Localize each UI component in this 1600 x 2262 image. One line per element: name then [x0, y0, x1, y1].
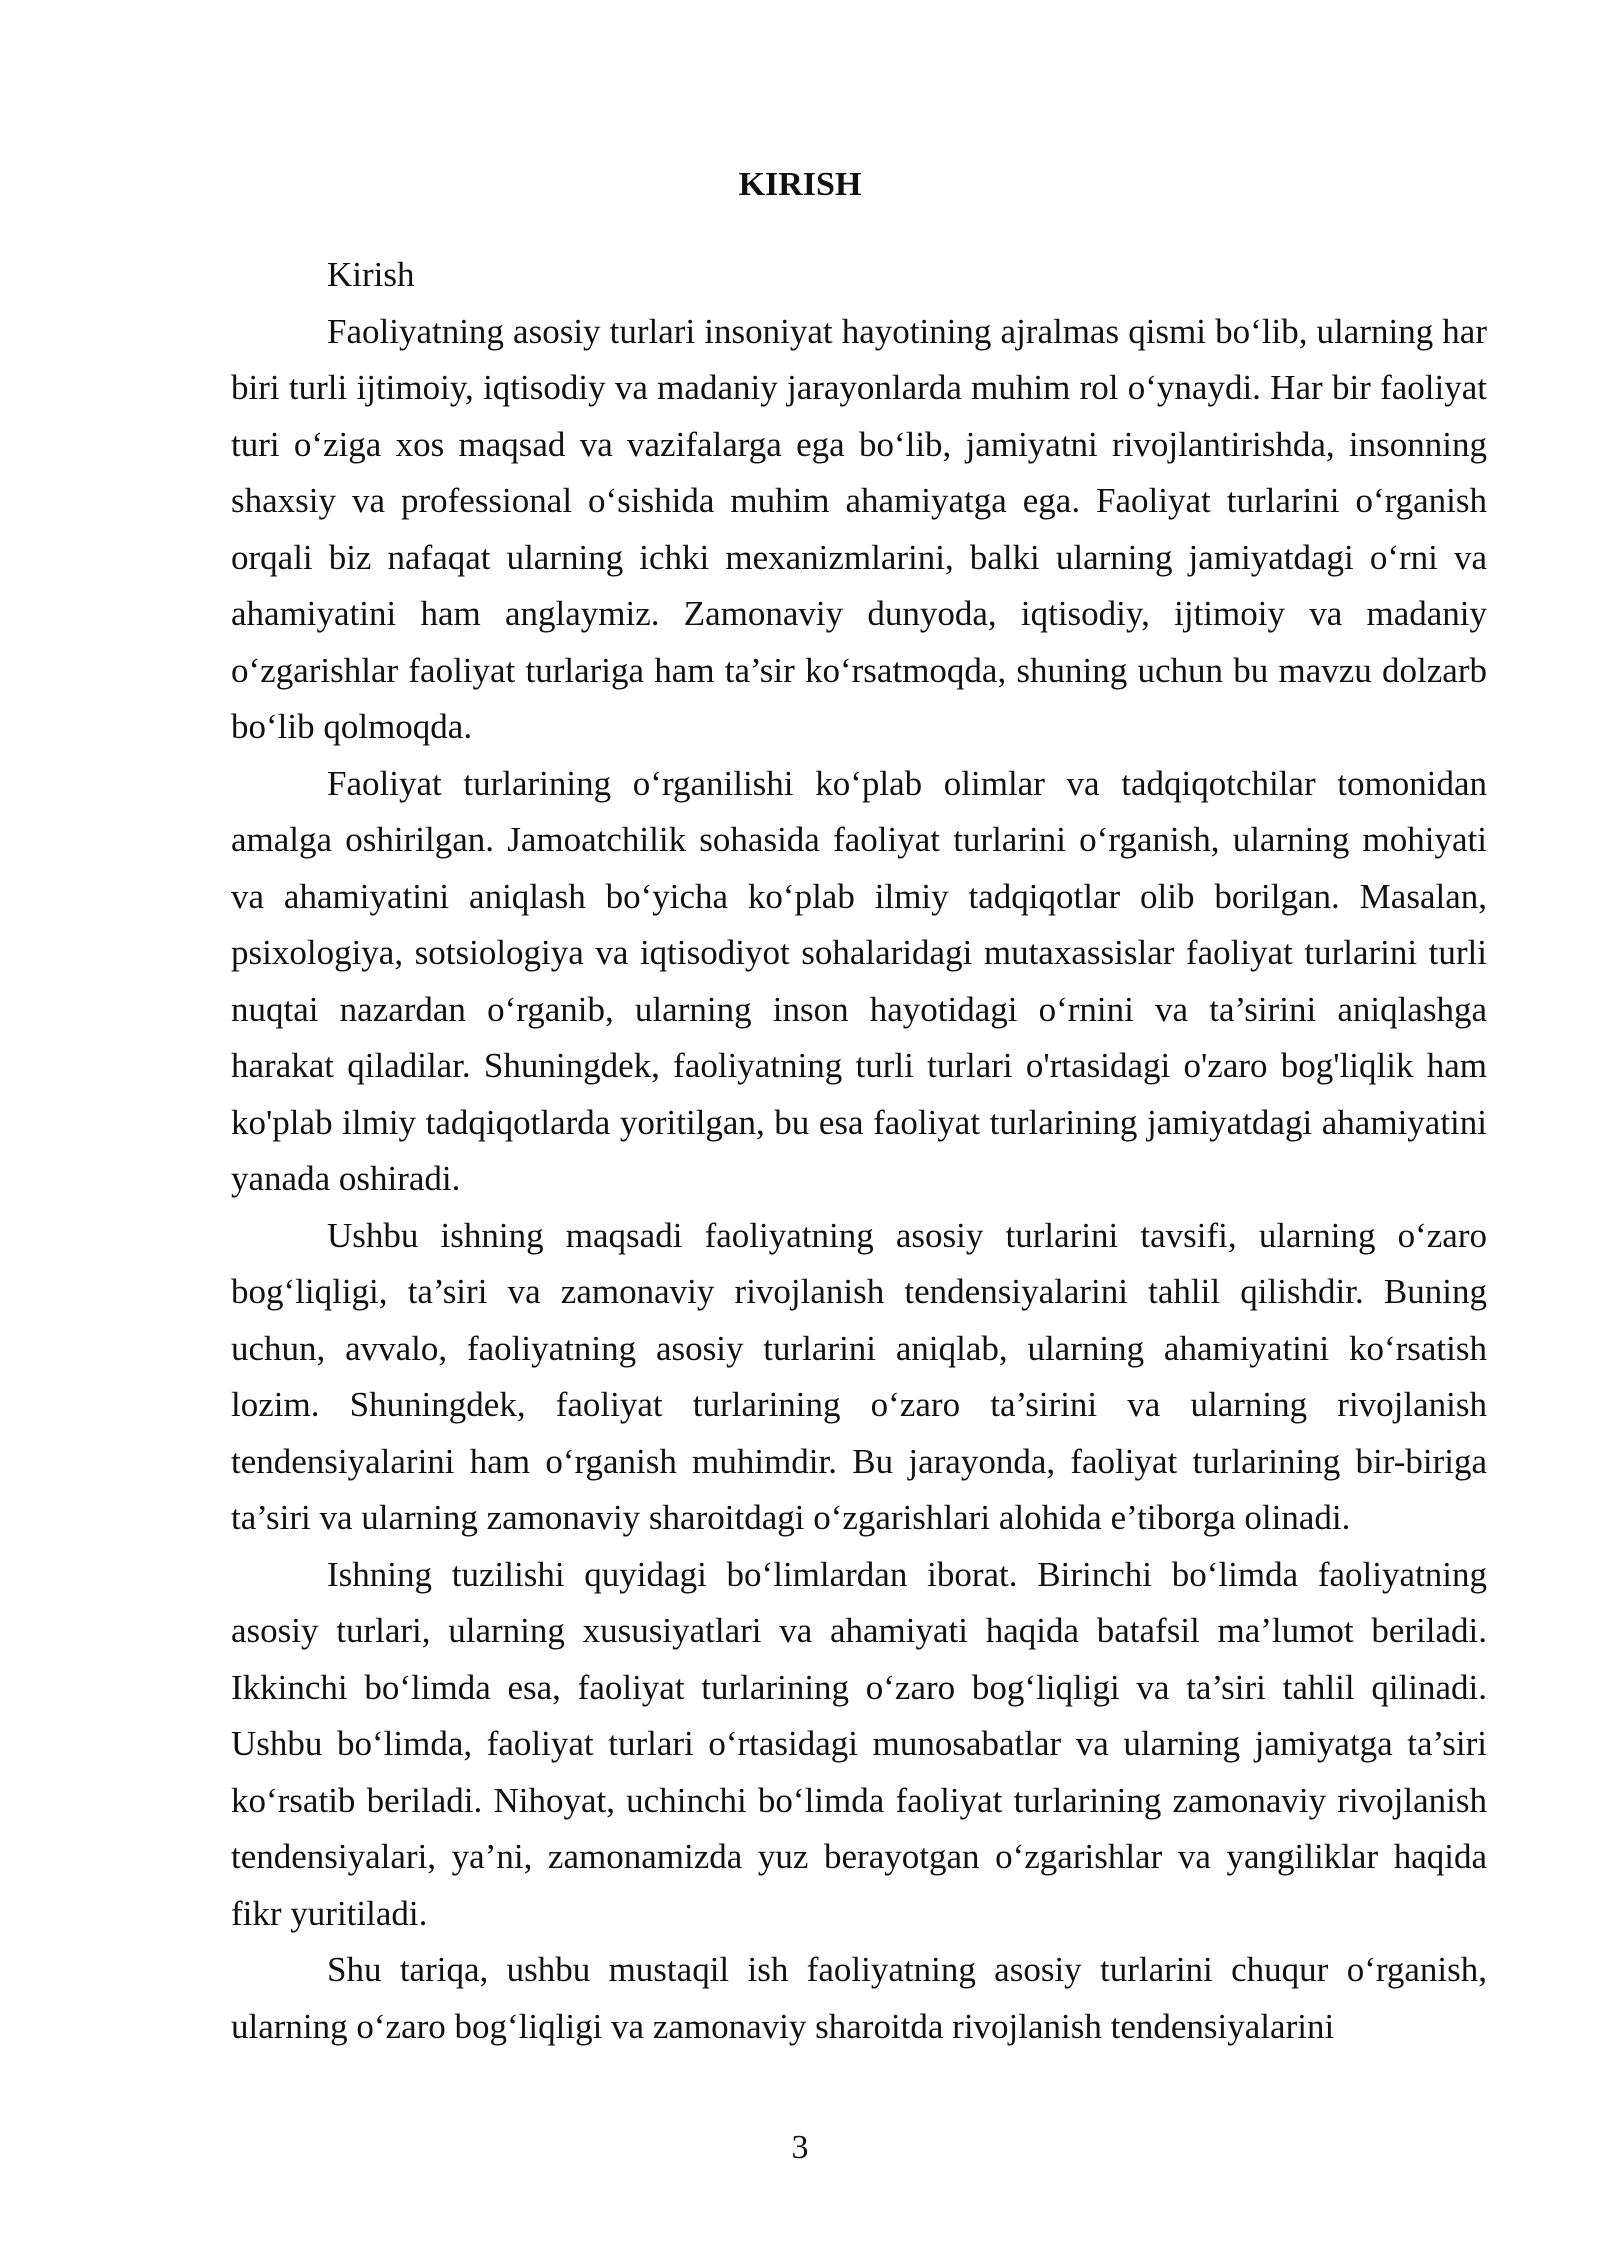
paragraph: Ushbu ishning maqsadi faoliyatning asosiy turlarini tavsifi, ularning o‘zaro bog‘liqligi, ta’siri va zamonaviy rivojlanish tendensiyalarini tahlil qilishdir. Buning uchun, avvalo, faoliyatning asosiy turlarini aniqlab, ularning ahamiyatini ko‘rsatish lozim. Shuningdek, faoliyat turlarining o‘zaro ta’sirini va ularning rivojlanish tendensiyalarini ham o‘rganish muhimdir. Bu jarayonda, faoliyat turlarining bir-biriga ta’siri va ularning zamonaviy sharoitdagi o‘zgarishlari alohida e’tiborga olinadi.: [231, 1215, 1487, 1537]
paragraph: Shu tariqa, ushbu mustaqil ish faoliyatning asosiy turlarini chuqur o‘rganish, ularning o‘zaro bog‘liqligi va zamonaviy sharoitda rivojlanish tendensiyalarini: [231, 1950, 1487, 2046]
page-number: 3: [791, 2129, 809, 2166]
paragraph: Faoliyat turlarining o‘rganilishi ko‘plab olimlar va tadqiqotchilar tomonidan amalga oshirilgan. Jamoatchilik sohasida faoliyat turlarini o‘rganish, ularning mohiyati va ahamiyatini aniqlash bo‘yicha ko‘plab ilmiy tadqiqotlar olib borilgan. Masalan, psixologiya, sotsiologiya va iqtisodiyot sohalaridagi mutaxassislar faoliyat turlarini turli nuqtai nazardan o‘rganib, ularning inson hayotidagi o‘rnini va ta’sirini aniqlashga harakat qiladilar. Shuningdek, faoliyatning turli turlari o'rtasidagi o'zaro bog'liqlik ham ko'plab ilmiy tadqiqotlarda yoritilgan, bu esa faoliyat turlarining jamiyatdagi ahamiyatini yanada oshiradi.: [231, 763, 1487, 1198]
page-title: KIRISH: [738, 166, 862, 203]
document-body: [231, 247, 1487, 2055]
paragraph-intro-heading: Kirish: [327, 255, 415, 294]
paragraph: Ishning tuzilishi quyidagi bo‘limlardan iborat. Birinchi bo‘limda faoliyatning asosiy turlari, ularning xususiyatlari va ahamiyati haqida batafsil ma’lumot beriladi. Ikkinchi bo‘limda esa, faoliyat turlarining o‘zaro bog‘liqligi va ta’siri tahlil qilinadi. Ushbu bo‘limda, faoliyat turlari o‘rtasidagi munosabatlar va ularning jamiyatga ta’siri ko‘rsatib beriladi. Nihoyat, uchinchi bo‘limda faoliyat turlarining zamonaviy rivojlanish tendensiyalari, ya’ni, zamonamizda yuz berayotgan o‘zgarishlar va yangiliklar haqida fikr yuritiladi.: [231, 1554, 1487, 1933]
paragraph: Faoliyatning asosiy turlari insoniyat hayotining ajralmas qismi bo‘lib, ularning har biri turli ijtimoiy, iqtisodiy va madaniy jarayonlarda muhim rol o‘ynaydi. Har bir faoliyat turi o‘ziga xos maqsad va vazifalarga ega bo‘lib, jamiyatni rivojlantirishda, insonning shaxsiy va professional o‘sishida muhim ahamiyatga ega. Faoliyat turlarini o‘rganish orqali biz nafaqat ularning ichki mexanizmlarini, balki ularning jamiyatdagi o‘rni va ahamiyatini ham anglaymiz. Zamonaviy dunyoda, iqtisodiy, ijtimoiy va madaniy o‘zgarishlar faoliyat turlariga ham ta’sir ko‘rsatmoqda, shuning uchun bu mavzu dolzarb bo‘lib qolmoqda.: [231, 311, 1487, 746]
